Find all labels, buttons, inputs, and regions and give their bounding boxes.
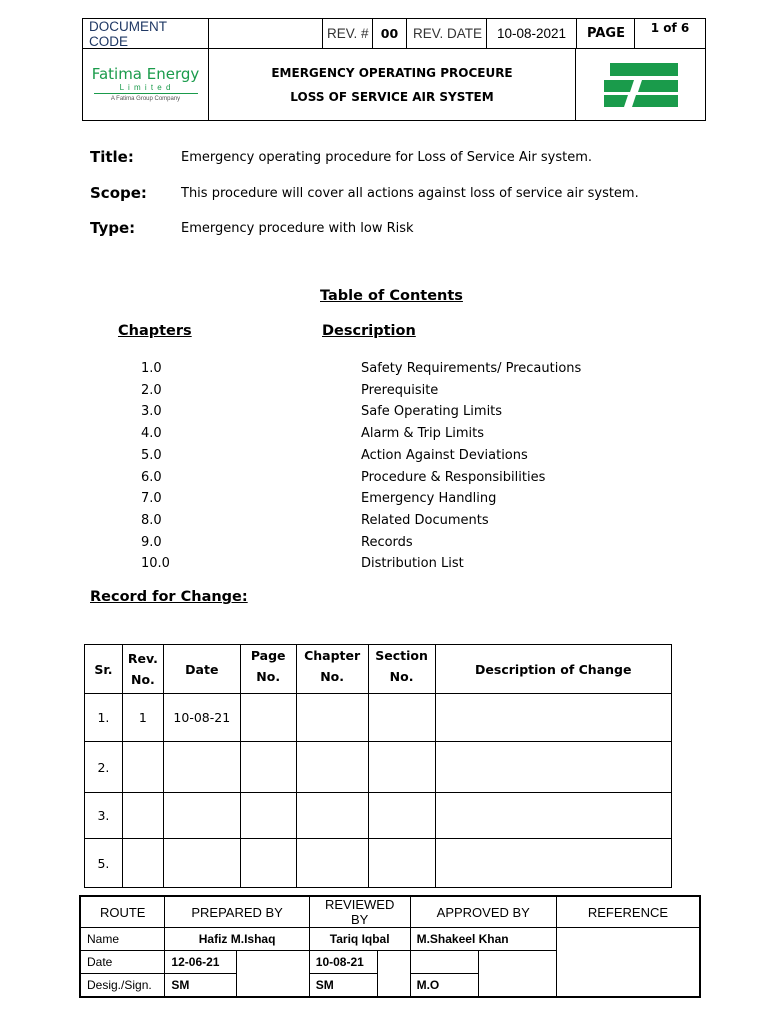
toc-description-list: [361, 358, 581, 575]
table-header-row: [85, 645, 672, 694]
prepared-name: Hafiz M.Ishaq: [165, 928, 309, 951]
cell-chapter: [296, 694, 368, 742]
toc-chapter-num: 7.0: [141, 491, 162, 507]
toc-chapter-num: 2.0: [141, 382, 162, 398]
desig-label: Desig./Sign.: [80, 974, 165, 998]
fatima-logo-icon: [604, 63, 678, 107]
cell-date: [163, 742, 240, 793]
cell-section: [368, 742, 435, 793]
toc-chapter-num: 10.0: [141, 556, 170, 572]
approval-table: [79, 895, 701, 998]
logo-divider: [94, 93, 198, 94]
toc-description: Alarm & Trip Limits: [361, 426, 485, 442]
title-line-1: EMERGENCY OPERATING PROCEURE: [271, 65, 513, 80]
col-sr: Sr.: [85, 645, 123, 694]
company-sub: L i m i t e d: [119, 83, 172, 92]
approval-header-row: [80, 896, 700, 928]
document-code-label: DOCUMENT CODE: [83, 19, 209, 49]
cell-chapter: [296, 839, 368, 888]
toc-chapter-num: 6.0: [141, 469, 162, 485]
prepared-desig: SM: [165, 974, 237, 998]
toc-heading: Table of Contents: [320, 288, 463, 304]
table-row: [85, 742, 672, 793]
cell-sr: 3.: [85, 793, 123, 839]
col-date: Date: [163, 645, 240, 694]
cell-section: [368, 694, 435, 742]
toc-col-description: Description: [322, 323, 416, 339]
brand-mark: [576, 49, 705, 120]
toc-chapter-list: [141, 358, 170, 575]
cell-page: [240, 694, 296, 742]
prepared-sign-cell: [237, 951, 310, 998]
company-name: Fatima Energy: [91, 65, 200, 83]
type-value: Emergency procedure with low Risk: [181, 221, 414, 236]
toc-description: Safe Operating Limits: [361, 404, 503, 420]
approved-date: [410, 951, 479, 974]
reference-header: REFERENCE: [556, 896, 700, 928]
toc-description: Safety Requirements/ Precautions: [361, 361, 582, 376]
col-page: Page No.: [240, 645, 296, 694]
scope-value: This procedure will cover all actions against loss of service air system.: [181, 186, 639, 201]
cell-sr: 1.: [85, 694, 123, 742]
name-label: Name: [80, 928, 165, 951]
toc-description: Related Documents: [361, 512, 489, 528]
toc-col-chapters: Chapters: [118, 323, 192, 339]
reviewed-date: 10-08-21: [309, 951, 377, 974]
rev-date-value: 10-08-2021: [487, 19, 577, 49]
rev-date-label: REV. DATE: [407, 19, 487, 49]
company-logo: [83, 49, 209, 120]
title-label: Title:: [90, 148, 134, 166]
prepared-by-header: PREPARED BY: [165, 896, 309, 928]
rev-label: REV. #: [323, 19, 373, 49]
col-rev: Rev. No.: [122, 645, 163, 694]
page-label: PAGE: [577, 19, 635, 49]
route-header: ROUTE: [80, 896, 165, 928]
cell-rev: 1: [122, 694, 163, 742]
reviewed-sign-cell: [377, 951, 410, 998]
toc-description: Action Against Deviations: [361, 447, 528, 463]
col-section: Section No.: [368, 645, 435, 694]
type-label: Type:: [90, 219, 136, 237]
approval-name-row: [80, 928, 700, 951]
scope-label: Scope:: [90, 184, 147, 202]
approved-by-header: APPROVED BY: [410, 896, 556, 928]
reviewed-name: Tariq Iqbal: [309, 928, 410, 951]
approved-desig: M.O: [410, 974, 479, 998]
toc-chapter-num: 4.0: [141, 426, 162, 442]
title-value: Emergency operating procedure for Loss of Service Air system.: [181, 150, 592, 165]
cell-section: [368, 839, 435, 888]
cell-page: [240, 793, 296, 839]
toc-chapter-num: 3.0: [141, 404, 162, 420]
cell-rev: [122, 839, 163, 888]
cell-date: [163, 793, 240, 839]
cell-page: [240, 742, 296, 793]
cell-section: [368, 793, 435, 839]
table-row: [85, 793, 672, 839]
toc-description: Records: [361, 534, 413, 550]
toc-chapter-num: 8.0: [141, 512, 162, 528]
cell-description: [435, 694, 671, 742]
reviewed-desig: SM: [309, 974, 377, 998]
toc-description: Distribution List: [361, 556, 464, 572]
toc-description: Prerequisite: [361, 382, 439, 398]
table-row: [85, 839, 672, 888]
cell-description: [435, 742, 671, 793]
cell-date: 10-08-21: [163, 694, 240, 742]
company-tagline: A Fatima Group Company: [110, 96, 181, 102]
rev-value: 00: [373, 19, 407, 49]
cell-sr: 5.: [85, 839, 123, 888]
approved-sign-cell: [479, 951, 557, 998]
document-title: [209, 49, 576, 120]
cell-sr: 2.: [85, 742, 123, 793]
toc-description: Procedure & Responsibilities: [361, 469, 546, 485]
date-label: Date: [80, 951, 165, 974]
col-chapter: Chapter No.: [296, 645, 368, 694]
cell-chapter: [296, 793, 368, 839]
document-code-value: [209, 19, 323, 49]
cell-rev: [122, 793, 163, 839]
cell-chapter: [296, 742, 368, 793]
table-row: [85, 694, 672, 742]
cell-page: [240, 839, 296, 888]
record-heading: Record for Change:: [90, 589, 248, 605]
toc-chapter-num: 9.0: [141, 534, 162, 550]
title-line-2: LOSS OF SERVICE AIR SYSTEM: [290, 89, 494, 104]
col-description: Description of Change: [435, 645, 671, 694]
toc-description: Emergency Handling: [361, 491, 497, 507]
prepared-date: 12-06-21: [165, 951, 237, 974]
cell-rev: [122, 742, 163, 793]
toc-chapter-num: 1.0: [141, 361, 162, 376]
cell-description: [435, 839, 671, 888]
approved-name: M.Shakeel Khan: [410, 928, 556, 951]
cell-description: [435, 793, 671, 839]
cell-date: [163, 839, 240, 888]
page-value: 1 of 6: [635, 19, 705, 49]
document-header: [82, 18, 706, 121]
toc-chapter-num: 5.0: [141, 447, 162, 463]
change-record-table: [84, 644, 672, 888]
reference-cell: [556, 928, 700, 998]
reviewed-by-header: REVIEWED BY: [309, 896, 410, 928]
